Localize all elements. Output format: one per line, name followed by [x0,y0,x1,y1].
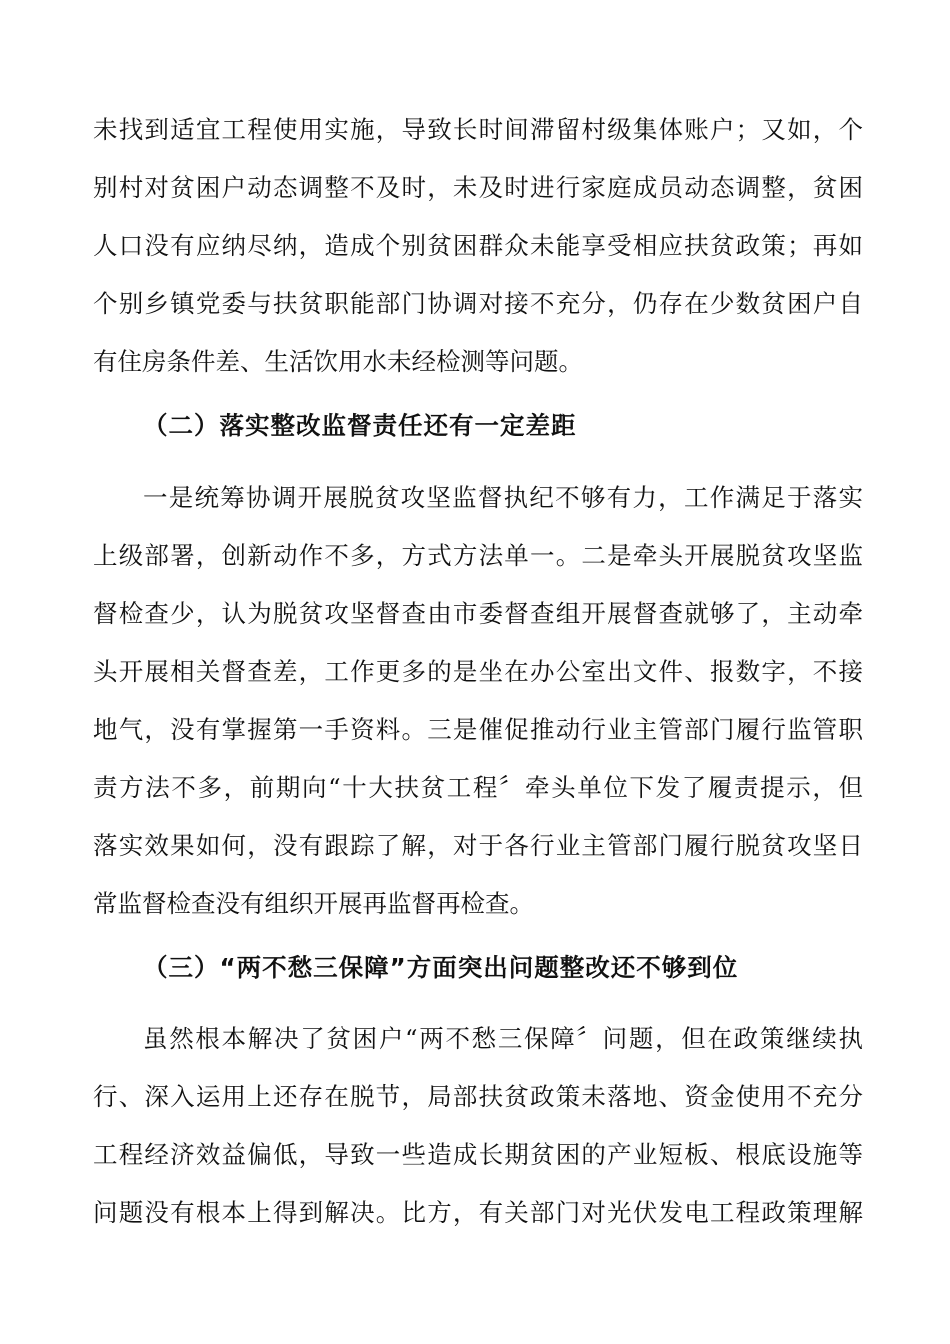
paragraph-line: 落实效果如何，没有跟踪了解，对于各行业主管部门履行脱贫攻坚日 [93,831,863,860]
paragraph-line: 别村对贫困户动态调整不及时，未及时进行家庭成员动态调整，贫困 [93,173,863,202]
paragraph-line: 虽然根本解决了贫困户“两不愁三保障〞问题，但在政策继续执 [143,1024,863,1053]
section-heading-3: （三）“两不愁三保障”方面突出问题整改还不够到位 [143,953,739,982]
paragraph-line: 行、深入运用上还存在脱节，局部扶贫政策未落地、资金使用不充分 [93,1082,863,1111]
paragraph-line: 头开展相关督查差，工作更多的是坐在办公室出文件、报数字，不接 [93,657,863,686]
paragraph-line: 人口没有应纳尽纳，造成个别贫困群众未能享受相应扶贫政策；再如 [93,231,863,260]
paragraph-line: 有住房条件差、生活饮用水未经检测等问题。 [93,347,583,376]
paragraph-line: 问题没有根本上得到解决。比方，有关部门对光伏发电工程政策理解 [93,1198,863,1227]
paragraph-line: 工程经济效益偏低，导致一些造成长期贫困的产业短板、根底设施等 [93,1140,863,1169]
paragraph-line: 未找到适宜工程使用实施，导致长时间滞留村级集体账户；又如，个 [93,115,863,144]
paragraph-line: 常监督检查没有组织开展再监督再检查。 [93,889,534,918]
paragraph-line: 一是统筹协调开展脱贫攻坚监督执纪不够有力，工作满足于落实 [143,483,863,512]
paragraph-line: 责方法不多，前期向“十大扶贫工程〞牵头单位下发了履责提示，但 [93,773,863,802]
paragraph-line: 地气，没有掌握第一手资料。三是催促推动行业主管部门履行监管职 [93,715,863,744]
paragraph-line: 督检查少，认为脱贫攻坚督查由市委督查组开展督查就够了，主动牵 [93,599,863,628]
section-heading-2: （二）落实整改监督责任还有一定差距 [143,411,577,440]
paragraph-line: 个别乡镇党委与扶贫职能部门协调对接不充分，仍存在少数贫困户自 [93,289,863,318]
paragraph-line: 上级部署，创新动作不多，方式方法单一。二是牵头开展脱贫攻坚监 [93,541,863,570]
